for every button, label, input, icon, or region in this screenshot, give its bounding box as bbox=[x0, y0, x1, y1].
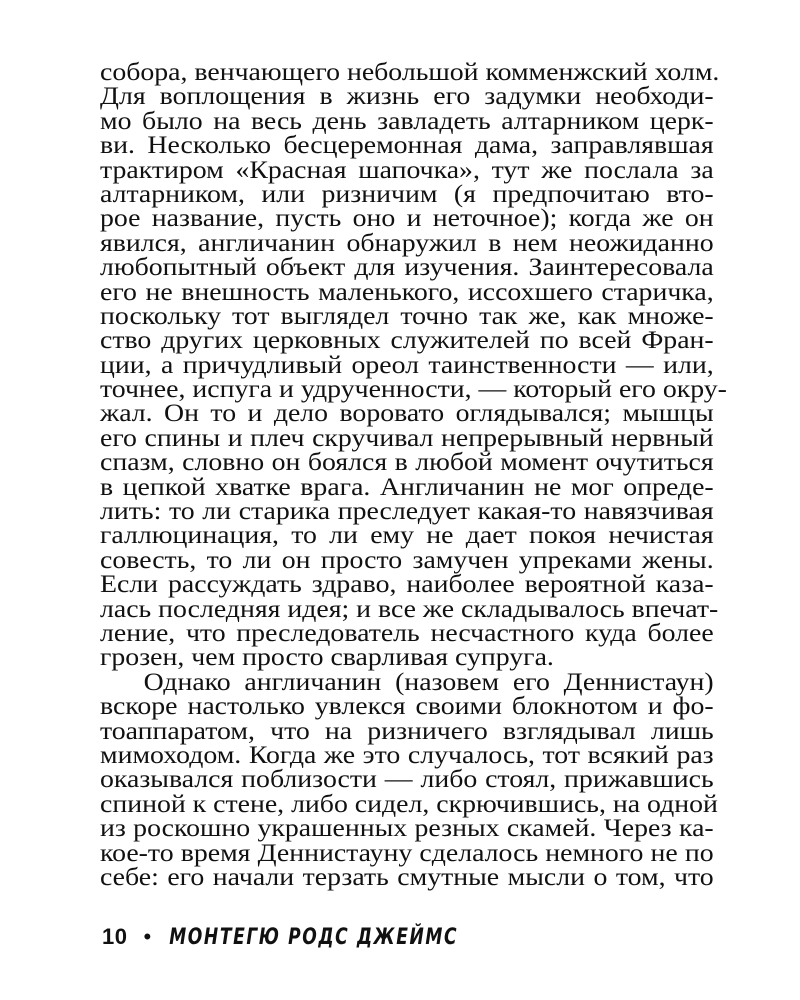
text-line-18: в цепкой хватке врага. Англичанин не мог опреде- bbox=[100, 471, 714, 501]
text-line-33: кое-то время Деннистауну сделалось немного не по bbox=[100, 837, 714, 867]
text-line-15: жал. Он то и дело воровато оглядывался; мышцы bbox=[100, 398, 714, 428]
text-line-5: трактиром «Красная шапочка», тут же послала за bbox=[100, 154, 714, 184]
running-head-author: МОНТЕГЮ РОДС ДЖЕЙМС bbox=[169, 924, 459, 950]
text-line-26: Однако англичанин (назовем его Деннистаун) bbox=[143, 666, 714, 696]
text-line-32: из роскошно украшенных резных скамей. Через ка- bbox=[100, 813, 714, 843]
text-line-24: ление, что преследователь несчастного куда более bbox=[100, 617, 714, 647]
text-line-7: рое название, пусть оно и неточное); когда же он bbox=[100, 203, 714, 233]
text-line-22: Если рассуждать здраво, наиболее вероятной каза- bbox=[100, 569, 714, 599]
body-text bbox=[100, 57, 727, 891]
text-line-13: ции, а причудливый ореол таинственности — или, bbox=[100, 349, 714, 379]
text-line-21: совесть, то ли он просто замучен упреками жены. bbox=[100, 544, 714, 574]
text-line-9: любопытный объект для изучения. Заинтересовала bbox=[100, 252, 714, 282]
text-line-11: поскольку тот выглядел точно так же, как множе- bbox=[100, 300, 714, 330]
text-line-14: точнее, испуга и удрученности, — который его окру- bbox=[100, 374, 727, 404]
text-line-27: вскоре настолько увлекся своими блокнотом и фо- bbox=[100, 691, 714, 721]
text-line-4: ви. Несколько бесцеремонная дама, заправлявшая bbox=[100, 130, 714, 160]
text-line-30: оказывался поблизости — либо стоял, прижавшись bbox=[100, 764, 714, 794]
text-line-12: ство других церковных служителей по всей Фран- bbox=[100, 325, 714, 355]
page-number: 10 bbox=[102, 924, 128, 949]
text-line-8: явился, англичанин обнаружил в нем неожиданно bbox=[100, 227, 714, 257]
text-line-23: лась последняя идея; и все же складывалось впечат- bbox=[100, 593, 719, 623]
text-line-34: себе: его начали терзать смутные мысли о том, что bbox=[100, 861, 714, 891]
text-line-2: Для воплощения в жизнь его задумки необходи- bbox=[100, 81, 714, 111]
text-line-3: мо было на весь день завладеть алтарником церк- bbox=[100, 105, 714, 135]
text-line-10: его не внешность маленького, иссохшего старичка, bbox=[100, 276, 714, 306]
bullet-separator-icon: • bbox=[143, 924, 152, 949]
text-line-31: спиной к стене, либо сидел, скрючившись, на одной bbox=[100, 788, 718, 818]
text-line-19: лить: то ли старика преследует какая-то навязчивая bbox=[100, 496, 714, 526]
text-line-17: спазм, словно он боялся в любой момент очутиться bbox=[100, 447, 714, 477]
text-line-6: алтарником, или ризничим (я предпочитаю вто- bbox=[100, 178, 714, 208]
text-line-20: галлюцинация, то ли ему не дает покоя нечистая bbox=[100, 520, 714, 550]
text-line-28: тоаппаратом, что на ризничего взглядывал лишь bbox=[100, 715, 714, 745]
text-line-29: мимоходом. Когда же это случалось, тот всякий раз bbox=[100, 739, 714, 769]
text-line-25: грозен, чем просто сварливая супруга. bbox=[100, 642, 554, 672]
page-footer bbox=[102, 922, 458, 952]
text-line-1: собора, венчающего небольшой комменжский холм. bbox=[100, 57, 720, 86]
text-line-16: его спины и плеч скручивал непрерывный нервный bbox=[100, 422, 714, 452]
